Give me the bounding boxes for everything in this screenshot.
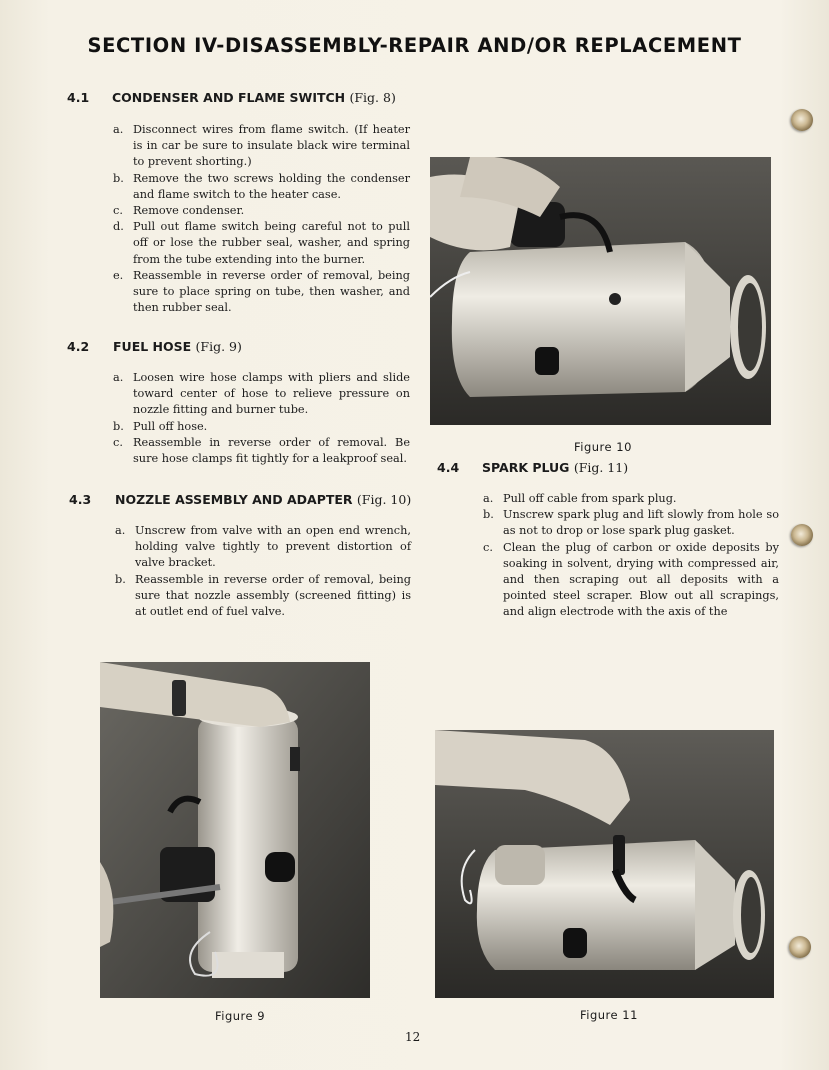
section-4-1-number: 4.1 bbox=[67, 90, 90, 105]
step-letter: a. bbox=[115, 524, 126, 537]
step-item bbox=[483, 491, 779, 507]
section-4-1-title bbox=[112, 90, 396, 105]
step-letter: b. bbox=[113, 419, 124, 433]
step-letter: a. bbox=[113, 371, 124, 384]
step-text: Loosen wire hose clamps with pliers and slide toward center of hose to relieve pressure on nozzle fitting and burner tube. bbox=[133, 371, 410, 417]
section-title-text: SPARK PLUG bbox=[482, 460, 570, 475]
figure-11-caption: Figure 11 bbox=[580, 1008, 638, 1022]
section-4-4-steps bbox=[483, 491, 779, 621]
figure-reference: (Fig. 11) bbox=[573, 460, 629, 475]
step-text: Clean the plug of carbon or oxide deposits by soaking in solvent, drying with compressed air, and then scraping out all deposits with a pointed steel scraper. Blow out all scrapings, and align electrode with the axis of the bbox=[503, 540, 779, 619]
step-letter: b. bbox=[115, 572, 126, 586]
section-title-text: CONDENSER AND FLAME SWITCH bbox=[112, 90, 346, 105]
binder-hole-bottom bbox=[789, 936, 811, 958]
step-item bbox=[113, 268, 410, 317]
figure-9-photo bbox=[100, 662, 370, 998]
step-letter: c. bbox=[113, 204, 123, 218]
step-item bbox=[113, 419, 410, 435]
binder-hole-top bbox=[791, 109, 813, 131]
step-letter: d. bbox=[113, 220, 124, 234]
step-text: Unscrew spark plug and lift slowly from hole so as not to drop or lose spark plug gasket. bbox=[503, 508, 779, 538]
page-number: 12 bbox=[405, 1030, 421, 1044]
binder-hole-middle bbox=[791, 524, 813, 546]
step-item bbox=[113, 171, 410, 203]
heater-pliers-illustration bbox=[100, 662, 370, 998]
section-4-3-number: 4.3 bbox=[69, 492, 92, 507]
step-item bbox=[113, 122, 410, 171]
figure-10-photo bbox=[430, 157, 771, 425]
step-text: Reassemble in reverse order of removal. Be sure hose clamps fit tightly for a leakproof seal. bbox=[133, 435, 410, 466]
step-letter: a. bbox=[483, 492, 494, 505]
section-4-2-title bbox=[113, 339, 242, 354]
step-item bbox=[115, 572, 411, 621]
step-text: Reassemble in reverse order of removal, being sure that nozzle assembly (screened fitting) is at outlet end of fuel valve. bbox=[135, 572, 411, 619]
figure-reference: (Fig. 10) bbox=[356, 492, 412, 507]
step-letter: c. bbox=[483, 540, 493, 554]
page-title: SECTION IV-DISASSEMBLY-REPAIR AND/OR REPLACEMENT bbox=[87, 34, 742, 57]
figure-reference: (Fig. 9) bbox=[195, 339, 242, 354]
step-letter: c. bbox=[113, 435, 123, 449]
step-text: Pull off cable from spark plug. bbox=[503, 492, 677, 505]
step-letter: b. bbox=[483, 508, 494, 522]
step-letter: b. bbox=[113, 171, 124, 185]
step-text: Reassemble in reverse order of removal, being sure to place spring on tube, then washer, and then rubber seal. bbox=[133, 268, 410, 315]
section-4-4-number: 4.4 bbox=[437, 460, 460, 475]
section-4-2-number: 4.2 bbox=[67, 339, 90, 354]
heater-spark-plug-illustration bbox=[435, 730, 774, 998]
figure-9-caption: Figure 9 bbox=[215, 1009, 266, 1023]
section-title-text: FUEL HOSE bbox=[113, 339, 192, 354]
step-item bbox=[113, 370, 410, 419]
step-item bbox=[483, 540, 779, 621]
step-text: Remove condenser. bbox=[133, 204, 245, 218]
step-text: Disconnect wires from flame switch. (If heater is in car be sure to insulate black wire terminal to prevent shorting.) bbox=[133, 123, 410, 169]
heater-hands-illustration bbox=[430, 157, 771, 425]
section-4-2-steps bbox=[113, 370, 410, 467]
step-letter: a. bbox=[113, 123, 124, 136]
step-item bbox=[115, 523, 411, 572]
section-4-3-title bbox=[115, 492, 411, 507]
step-text: Pull off hose. bbox=[133, 419, 208, 433]
step-item bbox=[113, 203, 410, 219]
step-text: Remove the two screws holding the condenser and flame switch to the heater case. bbox=[133, 171, 410, 201]
figure-10-caption: Figure 10 bbox=[574, 440, 632, 454]
section-4-1-steps bbox=[113, 122, 410, 316]
section-4-4-title bbox=[482, 460, 628, 475]
figure-11-photo bbox=[435, 730, 774, 998]
step-item bbox=[113, 435, 410, 467]
step-item bbox=[483, 507, 779, 539]
step-item bbox=[113, 219, 410, 268]
step-text: Pull out flame switch being careful not to pull off or lose the rubber seal, washer, and spring from the tube extending into the burner. bbox=[133, 220, 410, 266]
section-title-text: NOZZLE ASSEMBLY AND ADAPTER bbox=[115, 492, 353, 507]
section-4-3-steps bbox=[115, 523, 411, 620]
step-letter: e. bbox=[113, 268, 124, 282]
figure-reference: (Fig. 8) bbox=[349, 90, 396, 105]
step-text: Unscrew from valve with an open end wrench, holding valve tightly to prevent distortion of valve bracket. bbox=[135, 524, 411, 570]
